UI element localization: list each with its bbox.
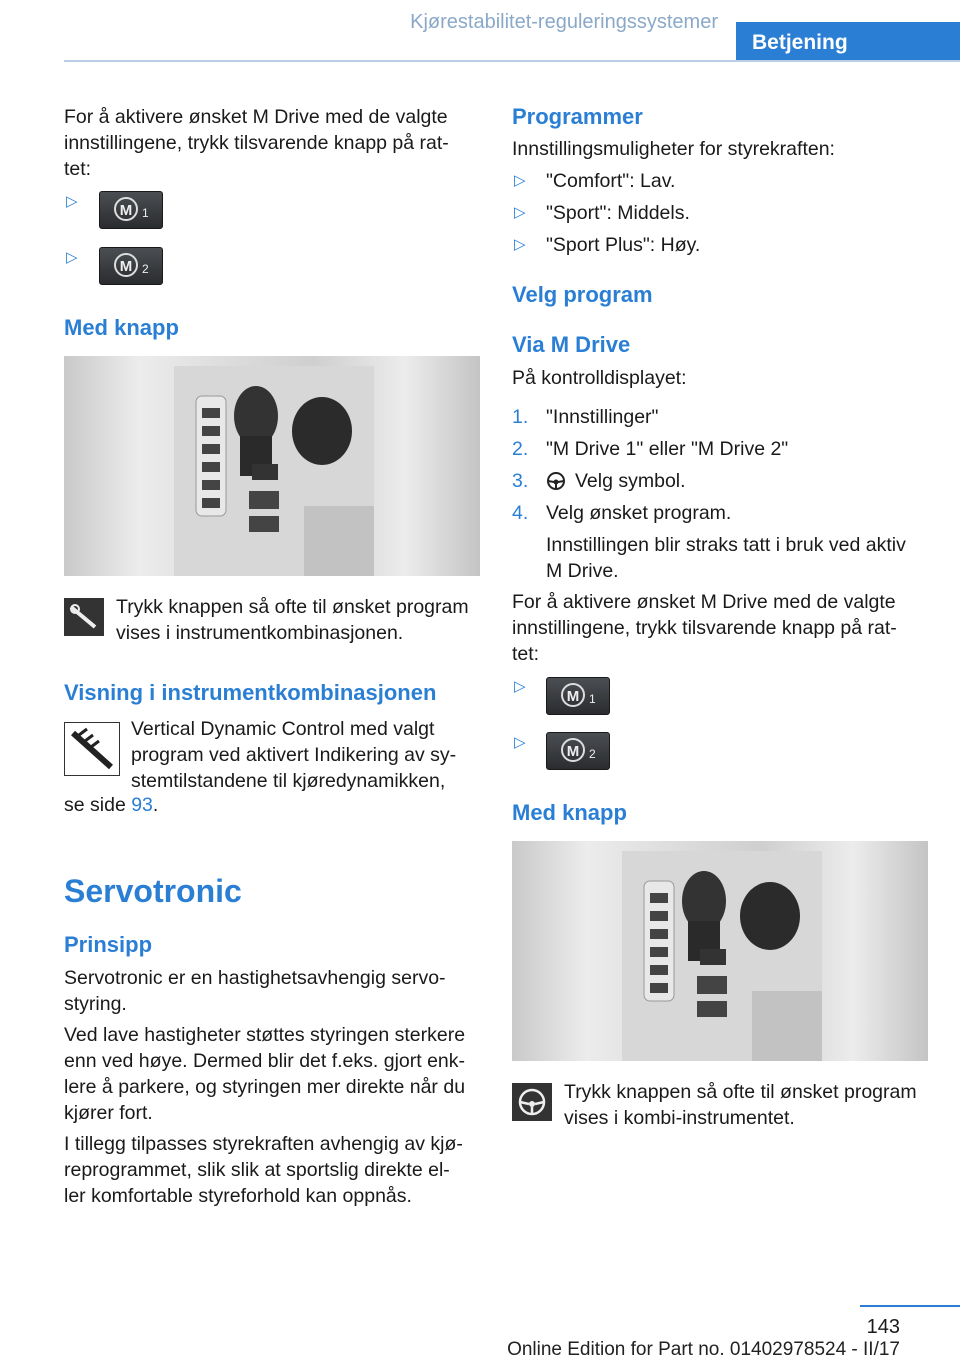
m-subscript: 2 (142, 262, 149, 276)
text-line: lere å parkere, og styringen mer direkte når du (64, 1076, 466, 1098)
visning-text (131, 716, 491, 794)
triangle-bullet-icon: ▷ (514, 172, 526, 189)
step-text: "Innstillinger" (546, 406, 659, 428)
m2-button-icon (546, 732, 610, 770)
step-number: 1. (512, 406, 529, 428)
text-line: program ved aktivert Indikering av sy- (131, 744, 457, 766)
text-line: For å aktivere ønsket M Drive med de valgte (64, 106, 448, 128)
heading-prinsipp: Prinsipp (64, 932, 153, 957)
step-text: "M Drive 1" eller "M Drive 2" (546, 438, 789, 460)
m-letter: M (114, 253, 138, 277)
header-tab: Betjening (736, 22, 960, 62)
footer-rule (860, 1305, 960, 1307)
see-page-prefix: se side (64, 794, 132, 816)
page-link[interactable]: 93 (131, 794, 153, 816)
heading-med-knapp: Med knapp (512, 800, 627, 825)
text-line: tet: (512, 643, 540, 665)
text-line: M Drive. (546, 560, 619, 582)
center-console-photo (512, 841, 928, 1061)
console-illustration (64, 356, 480, 576)
text-line: enn ved høye. Dermed blir det f.eks. gjort enk- (64, 1050, 466, 1072)
left-intro (64, 104, 484, 182)
tools-note-icon (64, 598, 104, 636)
pa-kontrolldisplayet: På kontrolldisplayet: (512, 367, 687, 389)
heading-servotronic: Servotronic (64, 873, 242, 909)
text-line: Innstillingen blir straks tatt i bruk ved aktiv (546, 534, 906, 556)
option-comfort: "Comfort": Lav. (546, 170, 676, 192)
left-photo-note (116, 594, 486, 646)
shock-absorber-icon (64, 722, 120, 776)
heading-velg-program: Velg program (512, 282, 653, 307)
step-text: Velg symbol. (575, 470, 686, 492)
text-line: kjører fort. (64, 1102, 153, 1124)
heading-programmer: Programmer (512, 104, 643, 129)
heading-med-knapp: Med knapp (64, 315, 179, 340)
text-line: innstillingene, trykk tilsvarende knapp på rat- (512, 617, 897, 639)
step-number: 2. (512, 438, 529, 460)
console-illustration (512, 841, 928, 1061)
text-line: ler komfortable styreforhold kan oppnås. (64, 1185, 412, 1207)
edition-text: Online Edition for Part no. 01402978524 - II/17 (507, 1339, 900, 1360)
step-number: 4. (512, 502, 529, 524)
m2-button-icon (99, 247, 163, 285)
text-line: Servotronic er en hastighetsavhengig servo- (64, 967, 446, 989)
triangle-bullet-icon: ▷ (66, 249, 78, 266)
text-line: For å aktivere ønsket M Drive med de valgte (512, 591, 896, 613)
text-line: Vertical Dynamic Control med valgt (131, 718, 435, 740)
text-line: tet: (64, 158, 92, 180)
innstillingsmuligheter: Innstillingsmuligheter for styrekraften: (512, 138, 835, 160)
text-line: Trykk knappen så ofte til ønsket program (116, 596, 469, 618)
m-subscript: 1 (589, 692, 596, 706)
m1-button-icon (546, 677, 610, 715)
text-line: Ved lave hastigheter støttes styringen sterkere (64, 1024, 466, 1046)
m-letter: M (561, 738, 585, 762)
center-console-photo (64, 356, 480, 576)
step4-detail (546, 532, 936, 584)
see-page-line (64, 792, 158, 818)
right-intro (512, 589, 932, 667)
paragraph-2 (64, 1022, 484, 1126)
text-line: styring. (64, 993, 127, 1015)
option-sport: "Sport": Middels. (546, 202, 690, 224)
triangle-bullet-icon: ▷ (66, 193, 78, 210)
text-line: innstillingene, trykk tilsvarende knapp på rat- (64, 132, 449, 154)
steering-wheel-icon (512, 1083, 552, 1121)
option-sport-plus: "Sport Plus": Høy. (546, 234, 701, 256)
right-photo-note (564, 1079, 934, 1131)
header-rule (64, 60, 960, 62)
see-page-suffix: . (152, 794, 159, 816)
heading-via-m-drive: Via M Drive (512, 332, 631, 357)
m-subscript: 1 (142, 206, 149, 220)
text-line: I tillegg tilpasses styrekraften avhengig av kjø- (64, 1133, 463, 1155)
page-number: 143 (866, 1316, 900, 1338)
text-line: Trykk knappen så ofte til ønsket program (564, 1081, 917, 1103)
paragraph-3 (64, 1131, 484, 1209)
step-text: Velg ønsket program. (546, 502, 732, 524)
text-line: reprogrammet, slik slik at sportslig direkte el- (64, 1159, 450, 1181)
text-line: stemtilstandene til kjøredynamikken, (131, 770, 446, 792)
step-number: 3. (512, 470, 529, 492)
header-section-title: Kjørestabilitet-reguleringssystemer (410, 11, 718, 33)
paragraph-1 (64, 965, 484, 1017)
m-letter: M (561, 683, 585, 707)
m-letter: M (114, 197, 138, 221)
triangle-bullet-icon: ▷ (514, 678, 526, 695)
heading-visning: Visning i instrumentkombinasjonen (64, 680, 437, 705)
m-subscript: 2 (589, 747, 596, 761)
triangle-bullet-icon: ▷ (514, 236, 526, 253)
text-line: vises i instrumentkombinasjonen. (116, 622, 404, 644)
m1-button-icon (99, 191, 163, 229)
triangle-bullet-icon: ▷ (514, 204, 526, 221)
text-line: vises i kombi-instrumentet. (564, 1107, 795, 1129)
steering-wheel-icon (546, 471, 566, 491)
triangle-bullet-icon: ▷ (514, 734, 526, 751)
